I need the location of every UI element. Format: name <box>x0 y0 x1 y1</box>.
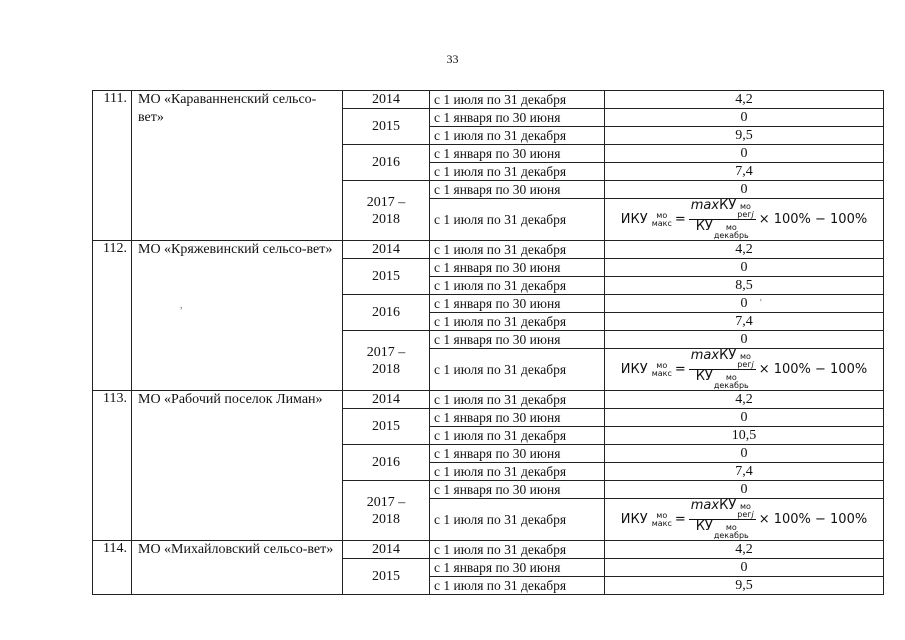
formula-num-sub2: j <box>751 360 754 369</box>
formula-den-indices <box>714 524 749 540</box>
table-row <box>93 541 884 559</box>
formula-num-prefix: max <box>690 498 720 513</box>
value-cell: 7,4 <box>605 463 884 481</box>
year-cell: 2014 <box>343 241 430 259</box>
formula-lhs-sub: макс <box>651 518 672 528</box>
year-cell: 2015 <box>343 109 430 145</box>
year-range-start: 2017 – <box>366 494 406 510</box>
period-cell: с 1 июля по 31 декабря <box>430 577 605 595</box>
formula-num-main: КУ <box>719 348 737 363</box>
formula-num-sub2: j <box>751 510 754 519</box>
formula-num-sup: мо <box>740 202 751 211</box>
year-range-end: 2018 <box>372 211 400 227</box>
formula-num-indices <box>737 503 753 519</box>
period-cell: с 1 января по 30 июня <box>430 109 605 127</box>
formula-eq: = <box>674 511 686 527</box>
value-cell: 4,2 <box>605 241 884 259</box>
formula-den-indices <box>714 374 749 390</box>
value-cell: 0 <box>605 481 884 499</box>
period-cell: с 1 июля по 31 декабря <box>430 541 605 559</box>
period-cell: с 1 июля по 31 декабря <box>430 163 605 181</box>
formula-den-main: КУ <box>695 519 713 534</box>
formula-num-sup: мо <box>740 352 751 361</box>
formula-num-main: КУ <box>719 498 737 513</box>
formula-fraction <box>689 499 756 540</box>
formula-lhs-indices <box>652 362 672 378</box>
row-number: 113. <box>93 391 132 541</box>
period-cell: с 1 января по 30 июня <box>430 181 605 199</box>
value-cell: 7,4 <box>605 163 884 181</box>
year-cell: 2014 <box>343 91 430 109</box>
period-cell: с 1 января по 30 июня <box>430 331 605 349</box>
formula-lhs: ИКУ <box>620 511 648 527</box>
formula-den-sub: декабрь <box>713 531 749 540</box>
scan-speck: ' <box>760 298 762 309</box>
value-cell: 0 <box>605 259 884 277</box>
row-number: 111. <box>93 91 132 241</box>
formula-tail: × 100% − 100% <box>758 511 868 527</box>
value-cell: 0 <box>605 295 884 313</box>
value-cell: 0 <box>605 445 884 463</box>
formula-lhs-indices <box>652 512 672 528</box>
row-number: 112. <box>93 241 132 391</box>
period-cell: с 1 июля по 31 декабря <box>430 499 605 541</box>
formula-fraction <box>689 349 756 390</box>
value-cell: 0 <box>605 181 884 199</box>
formula-den-sub: декабрь <box>713 381 749 390</box>
value-cell: 8,5 <box>605 277 884 295</box>
formula-den-sup: мо <box>725 523 737 532</box>
formula-den-indices <box>714 224 749 240</box>
year-cell: 2016 <box>343 145 430 181</box>
formula-num-sub2: j <box>751 210 754 219</box>
period-cell: с 1 июля по 31 декабря <box>430 313 605 331</box>
period-cell: с 1 июля по 31 декабря <box>430 127 605 145</box>
year-range-cell <box>343 331 430 391</box>
formula-den-main: КУ <box>695 369 713 384</box>
year-cell: 2015 <box>343 559 430 595</box>
scan-speck: , <box>180 300 183 311</box>
formula-num-sub: рег <box>737 510 752 519</box>
period-cell: с 1 июля по 31 декабря <box>430 241 605 259</box>
year-range-end: 2018 <box>372 511 400 527</box>
formula <box>621 349 867 390</box>
formula-numerator <box>689 499 756 520</box>
period-cell: с 1 июля по 31 декабря <box>430 427 605 445</box>
formula-denominator <box>694 220 751 240</box>
period-cell: с 1 января по 30 июня <box>430 445 605 463</box>
formula <box>621 499 867 540</box>
formula-cell <box>605 499 884 541</box>
formula-lhs-sub: макс <box>651 368 672 378</box>
formula-numerator <box>689 199 756 220</box>
year-range-start: 2017 – <box>366 344 406 360</box>
period-cell: с 1 января по 30 июня <box>430 259 605 277</box>
value-cell: 4,2 <box>605 391 884 409</box>
formula-den-main: КУ <box>695 219 713 234</box>
tariff-table-body <box>93 91 884 595</box>
formula-num-indices <box>737 203 753 219</box>
period-cell: с 1 июля по 31 декабря <box>430 277 605 295</box>
value-cell: 4,2 <box>605 541 884 559</box>
page-number: 33 <box>446 52 459 66</box>
value-cell: 4,2 <box>605 91 884 109</box>
value-cell: 0 <box>605 145 884 163</box>
period-cell: с 1 июля по 31 декабря <box>430 463 605 481</box>
formula-num-main: КУ <box>719 198 737 213</box>
formula-den-sup: мо <box>725 223 737 232</box>
year-cell: 2016 <box>343 445 430 481</box>
formula-num-prefix: max <box>690 348 720 363</box>
formula-num-prefix: max <box>690 198 720 213</box>
formula-eq: = <box>674 361 686 377</box>
period-cell: с 1 июля по 31 декабря <box>430 91 605 109</box>
formula-num-indices <box>737 353 753 369</box>
row-number: 114. <box>93 541 132 595</box>
value-cell: 0 <box>605 559 884 577</box>
value-cell: 0 <box>605 331 884 349</box>
value-cell: 0 <box>605 109 884 127</box>
formula-denominator <box>694 370 751 390</box>
year-cell: 2014 <box>343 391 430 409</box>
period-cell: с 1 января по 30 июня <box>430 559 605 577</box>
period-cell: с 1 января по 30 июня <box>430 145 605 163</box>
value-cell: 9,5 <box>605 127 884 145</box>
formula-cell <box>605 349 884 391</box>
value-cell: 10,5 <box>605 427 884 445</box>
year-range-start: 2017 – <box>366 194 406 210</box>
formula-tail: × 100% − 100% <box>758 361 868 377</box>
formula-den-sub: декабрь <box>713 231 749 240</box>
formula-num-sup: мо <box>740 502 751 511</box>
formula-numerator <box>689 349 756 370</box>
formula-num-sub: рег <box>737 210 752 219</box>
municipality-name: МО «Караванненский сельсо-вет» <box>132 91 343 241</box>
formula-eq: = <box>674 211 686 227</box>
municipality-name: МО «Михайловский сельсо-вет» <box>132 541 343 595</box>
formula <box>621 199 867 240</box>
formula-lhs-sub: макс <box>651 218 672 228</box>
year-range-cell <box>343 181 430 241</box>
formula-denominator <box>694 520 751 540</box>
year-cell: 2015 <box>343 409 430 445</box>
formula-lhs: ИКУ <box>620 361 648 377</box>
tariff-table <box>92 90 884 595</box>
value-cell: 7,4 <box>605 313 884 331</box>
year-cell: 2015 <box>343 259 430 295</box>
formula-lhs-indices <box>652 212 672 228</box>
municipality-name: МО «Кряжевинский сельсо-вет» <box>132 241 343 391</box>
table-row <box>93 391 884 409</box>
table-row <box>93 91 884 109</box>
formula-num-sub: рег <box>737 360 752 369</box>
period-cell: с 1 июля по 31 декабря <box>430 349 605 391</box>
formula-lhs-sup: мо <box>656 210 668 220</box>
formula-lhs: ИКУ <box>620 211 648 227</box>
formula-den-sup: мо <box>725 373 737 382</box>
formula-lhs-sup: мо <box>656 510 668 520</box>
year-cell: 2016 <box>343 295 430 331</box>
table-row <box>93 241 884 259</box>
period-cell: с 1 января по 30 июня <box>430 295 605 313</box>
year-range-end: 2018 <box>372 361 400 377</box>
formula-lhs-sup: мо <box>656 360 668 370</box>
period-cell: с 1 июля по 31 декабря <box>430 199 605 241</box>
formula-cell <box>605 199 884 241</box>
formula-tail: × 100% − 100% <box>758 211 868 227</box>
period-cell: с 1 января по 30 июня <box>430 409 605 427</box>
year-cell: 2014 <box>343 541 430 559</box>
value-cell: 9,5 <box>605 577 884 595</box>
formula-fraction <box>689 199 756 240</box>
municipality-name: МО «Рабочий поселок Лиман» <box>132 391 343 541</box>
period-cell: с 1 июля по 31 декабря <box>430 391 605 409</box>
period-cell: с 1 января по 30 июня <box>430 481 605 499</box>
value-cell: 0 <box>605 409 884 427</box>
year-range-cell <box>343 481 430 541</box>
